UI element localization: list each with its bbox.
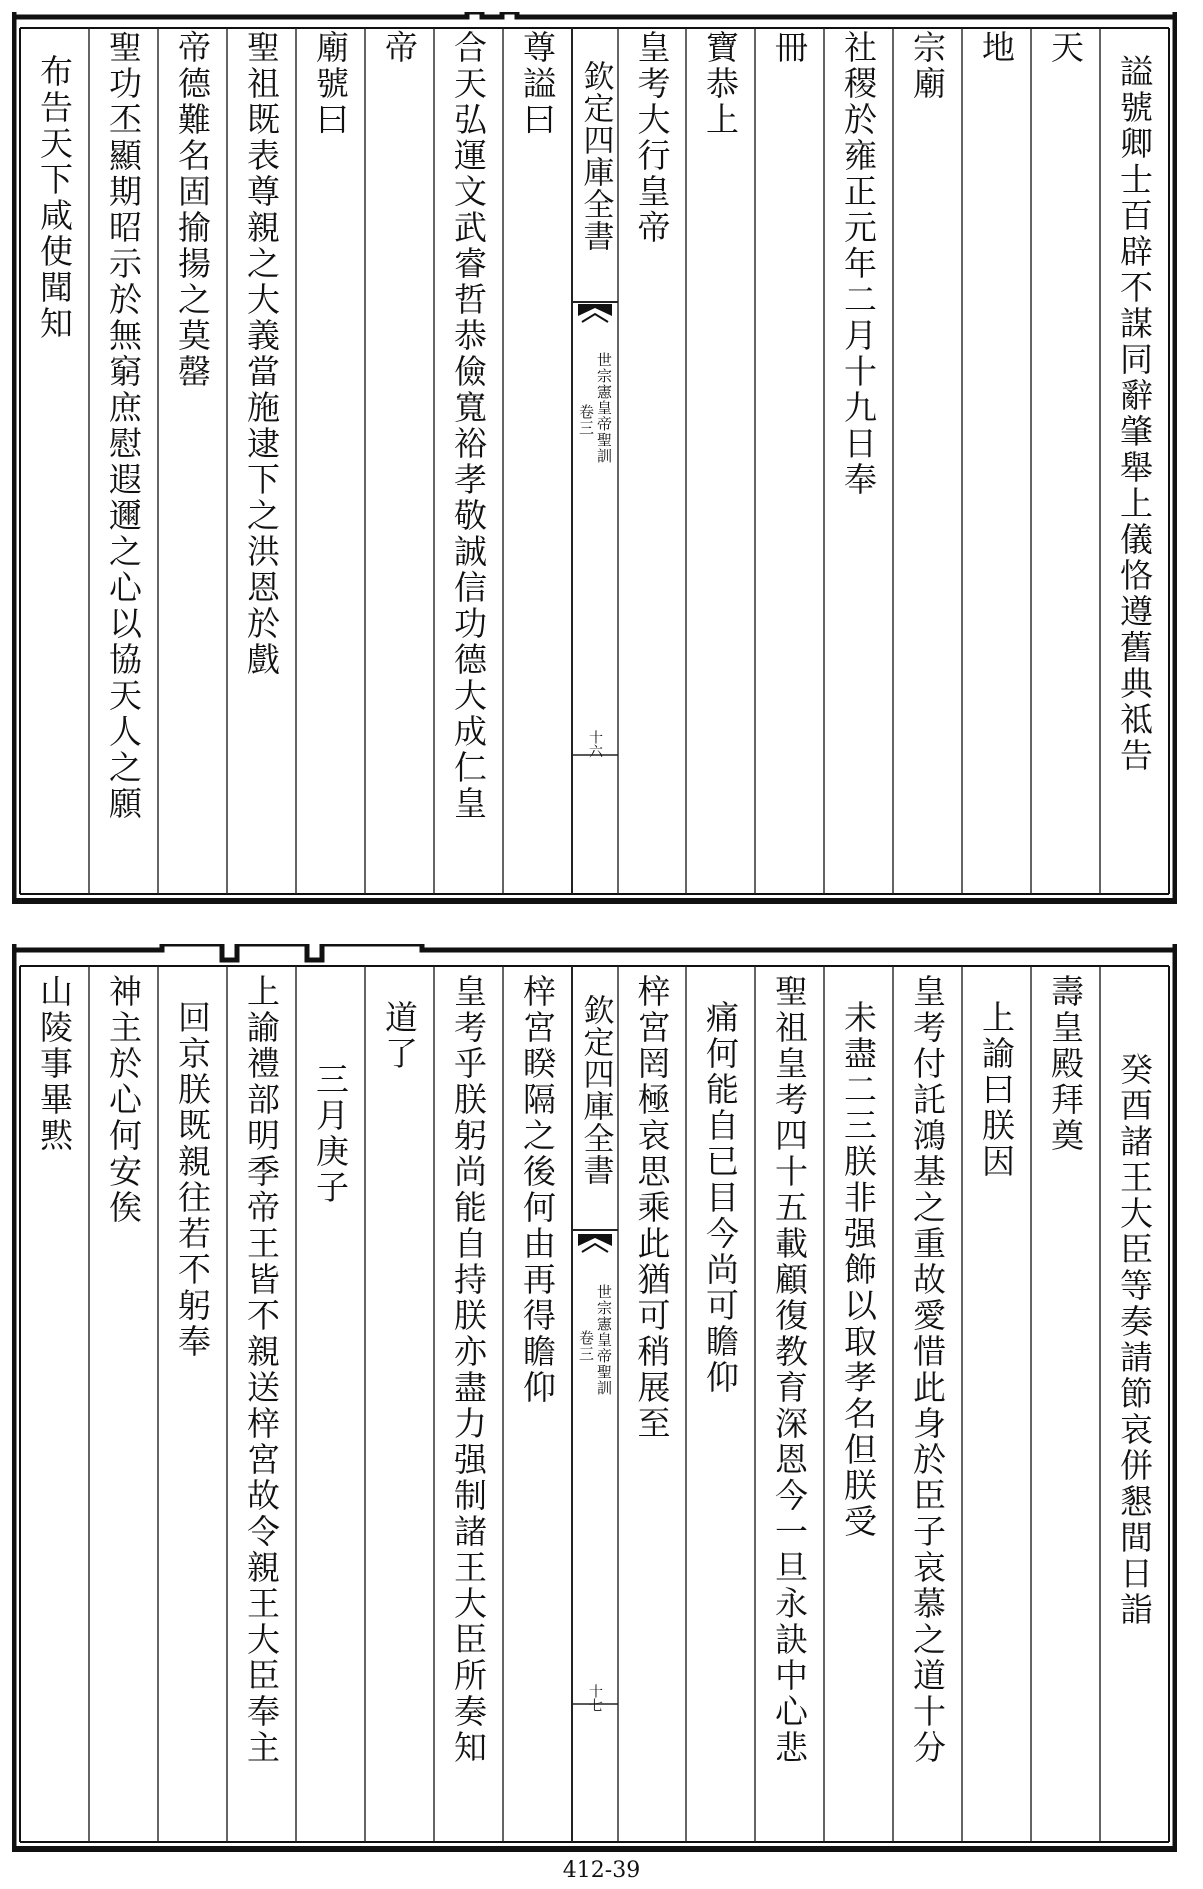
column-text: 回京朕既親往若不躬奉 xyxy=(173,1000,212,1360)
text-column xyxy=(962,12,1031,904)
column-text: 廟號曰 xyxy=(311,30,350,138)
upper-page xyxy=(12,12,1177,904)
text-column xyxy=(1100,12,1169,904)
column-text: 梓宮罔極哀思乘此猶可稍展至 xyxy=(632,974,672,1442)
text-column xyxy=(686,944,755,1852)
text-column xyxy=(434,12,503,904)
column-text: 皇考乎朕躬尚能自持朕亦盡力强制諸王大臣所奏知 xyxy=(449,974,488,1766)
text-column xyxy=(1100,944,1169,1852)
text-column xyxy=(824,12,893,904)
fish-tail-icon xyxy=(578,1234,612,1264)
column-text: 尊謚曰 xyxy=(518,30,557,138)
column-text: 壽皇殿拜奠 xyxy=(1046,974,1085,1154)
text-column xyxy=(503,944,572,1852)
column-text: 謚號卿士百辟不謀同辭肇舉上儀恪遵舊典祗告 xyxy=(1115,54,1154,774)
text-column xyxy=(1031,944,1100,1852)
column-text: 癸酉諸王大臣等奏請節哀併懇間日詣 xyxy=(1115,1052,1154,1628)
volume-label: 卷三 xyxy=(577,1330,595,1362)
text-column xyxy=(1031,12,1100,904)
column-text: 未盡二三朕非强飾以取孝名但朕受 xyxy=(839,1000,878,1540)
fish-tail-icon xyxy=(578,304,612,334)
text-column xyxy=(296,944,365,1852)
column-text: 山陵事畢黙 xyxy=(35,974,74,1154)
text-column xyxy=(365,944,434,1852)
text-column xyxy=(503,12,572,904)
column-text: 上諭禮部明季帝王皆不親送梓宮故令親王大臣奉主 xyxy=(242,974,281,1766)
column-text: 上諭曰朕因 xyxy=(977,1000,1016,1180)
text-column xyxy=(89,944,158,1852)
column-text: 布告天下咸使聞知 xyxy=(35,54,74,342)
book-title: 欽定四庫全書 xyxy=(577,994,614,1186)
center-fold xyxy=(572,944,618,1852)
column-text: 痛何能自已目今尚可瞻仰 xyxy=(701,1000,740,1396)
text-column xyxy=(686,12,755,904)
text-column xyxy=(755,12,824,904)
sub-title: 世宗憲皇帝聖訓 xyxy=(595,352,613,464)
text-column xyxy=(618,12,686,904)
column-text: 三月庚子 xyxy=(311,1062,350,1206)
text-column xyxy=(20,944,89,1852)
page-number: 十六 xyxy=(587,730,603,758)
column-text: 地 xyxy=(977,30,1016,66)
text-column xyxy=(296,12,365,904)
text-column xyxy=(962,944,1031,1852)
column-text: 聖祖皇考四十五載顧復教育深恩今一旦永訣中心悲 xyxy=(770,974,809,1766)
page-number: 十七 xyxy=(587,1684,603,1712)
text-column xyxy=(158,944,227,1852)
sub-title: 世宗憲皇帝聖訓 xyxy=(595,1284,613,1396)
text-column xyxy=(434,944,503,1852)
column-text: 神主於心何安俟 xyxy=(104,974,143,1226)
text-column xyxy=(618,944,686,1852)
text-column xyxy=(755,944,824,1852)
text-column xyxy=(893,944,962,1852)
text-column xyxy=(227,944,296,1852)
lower-page xyxy=(12,944,1177,1852)
page-code: 412-39 xyxy=(562,1858,641,1883)
text-column xyxy=(20,12,89,904)
column-text: 帝 xyxy=(380,30,419,66)
column-text: 合天弘運文武睿哲恭儉寬裕孝敬誠信功德大成仁皇 xyxy=(449,30,488,822)
column-text: 聖功丕顯期昭示於無窮庶慰遐邇之心以協天人之願 xyxy=(104,30,143,822)
column-text: 寶恭上 xyxy=(701,30,740,138)
text-column xyxy=(365,12,434,904)
column-text: 皇考大行皇帝 xyxy=(632,30,672,246)
column-text: 帝德難名固揄揚之莫罄 xyxy=(173,30,212,390)
column-text: 社稷於雍正元年二月十九日奉 xyxy=(839,30,878,498)
column-text: 宗廟 xyxy=(908,30,947,102)
center-fold xyxy=(572,12,618,904)
column-text: 皇考付託鴻基之重故愛惜此身於臣子哀慕之道十分 xyxy=(908,974,947,1766)
column-text: 梓宮睽隔之後何由再得瞻仰 xyxy=(518,974,557,1406)
column-text: 冊 xyxy=(770,30,809,66)
text-column xyxy=(824,944,893,1852)
text-column xyxy=(89,12,158,904)
column-text: 天 xyxy=(1046,30,1085,66)
column-text: 道了 xyxy=(380,1000,419,1072)
column-text: 聖祖既表尊親之大義當施逮下之洪恩於戲 xyxy=(242,30,281,678)
text-column xyxy=(158,12,227,904)
text-column xyxy=(893,12,962,904)
text-column xyxy=(227,12,296,904)
volume-label: 卷三 xyxy=(577,404,595,436)
book-title: 欽定四庫全書 xyxy=(577,60,614,252)
